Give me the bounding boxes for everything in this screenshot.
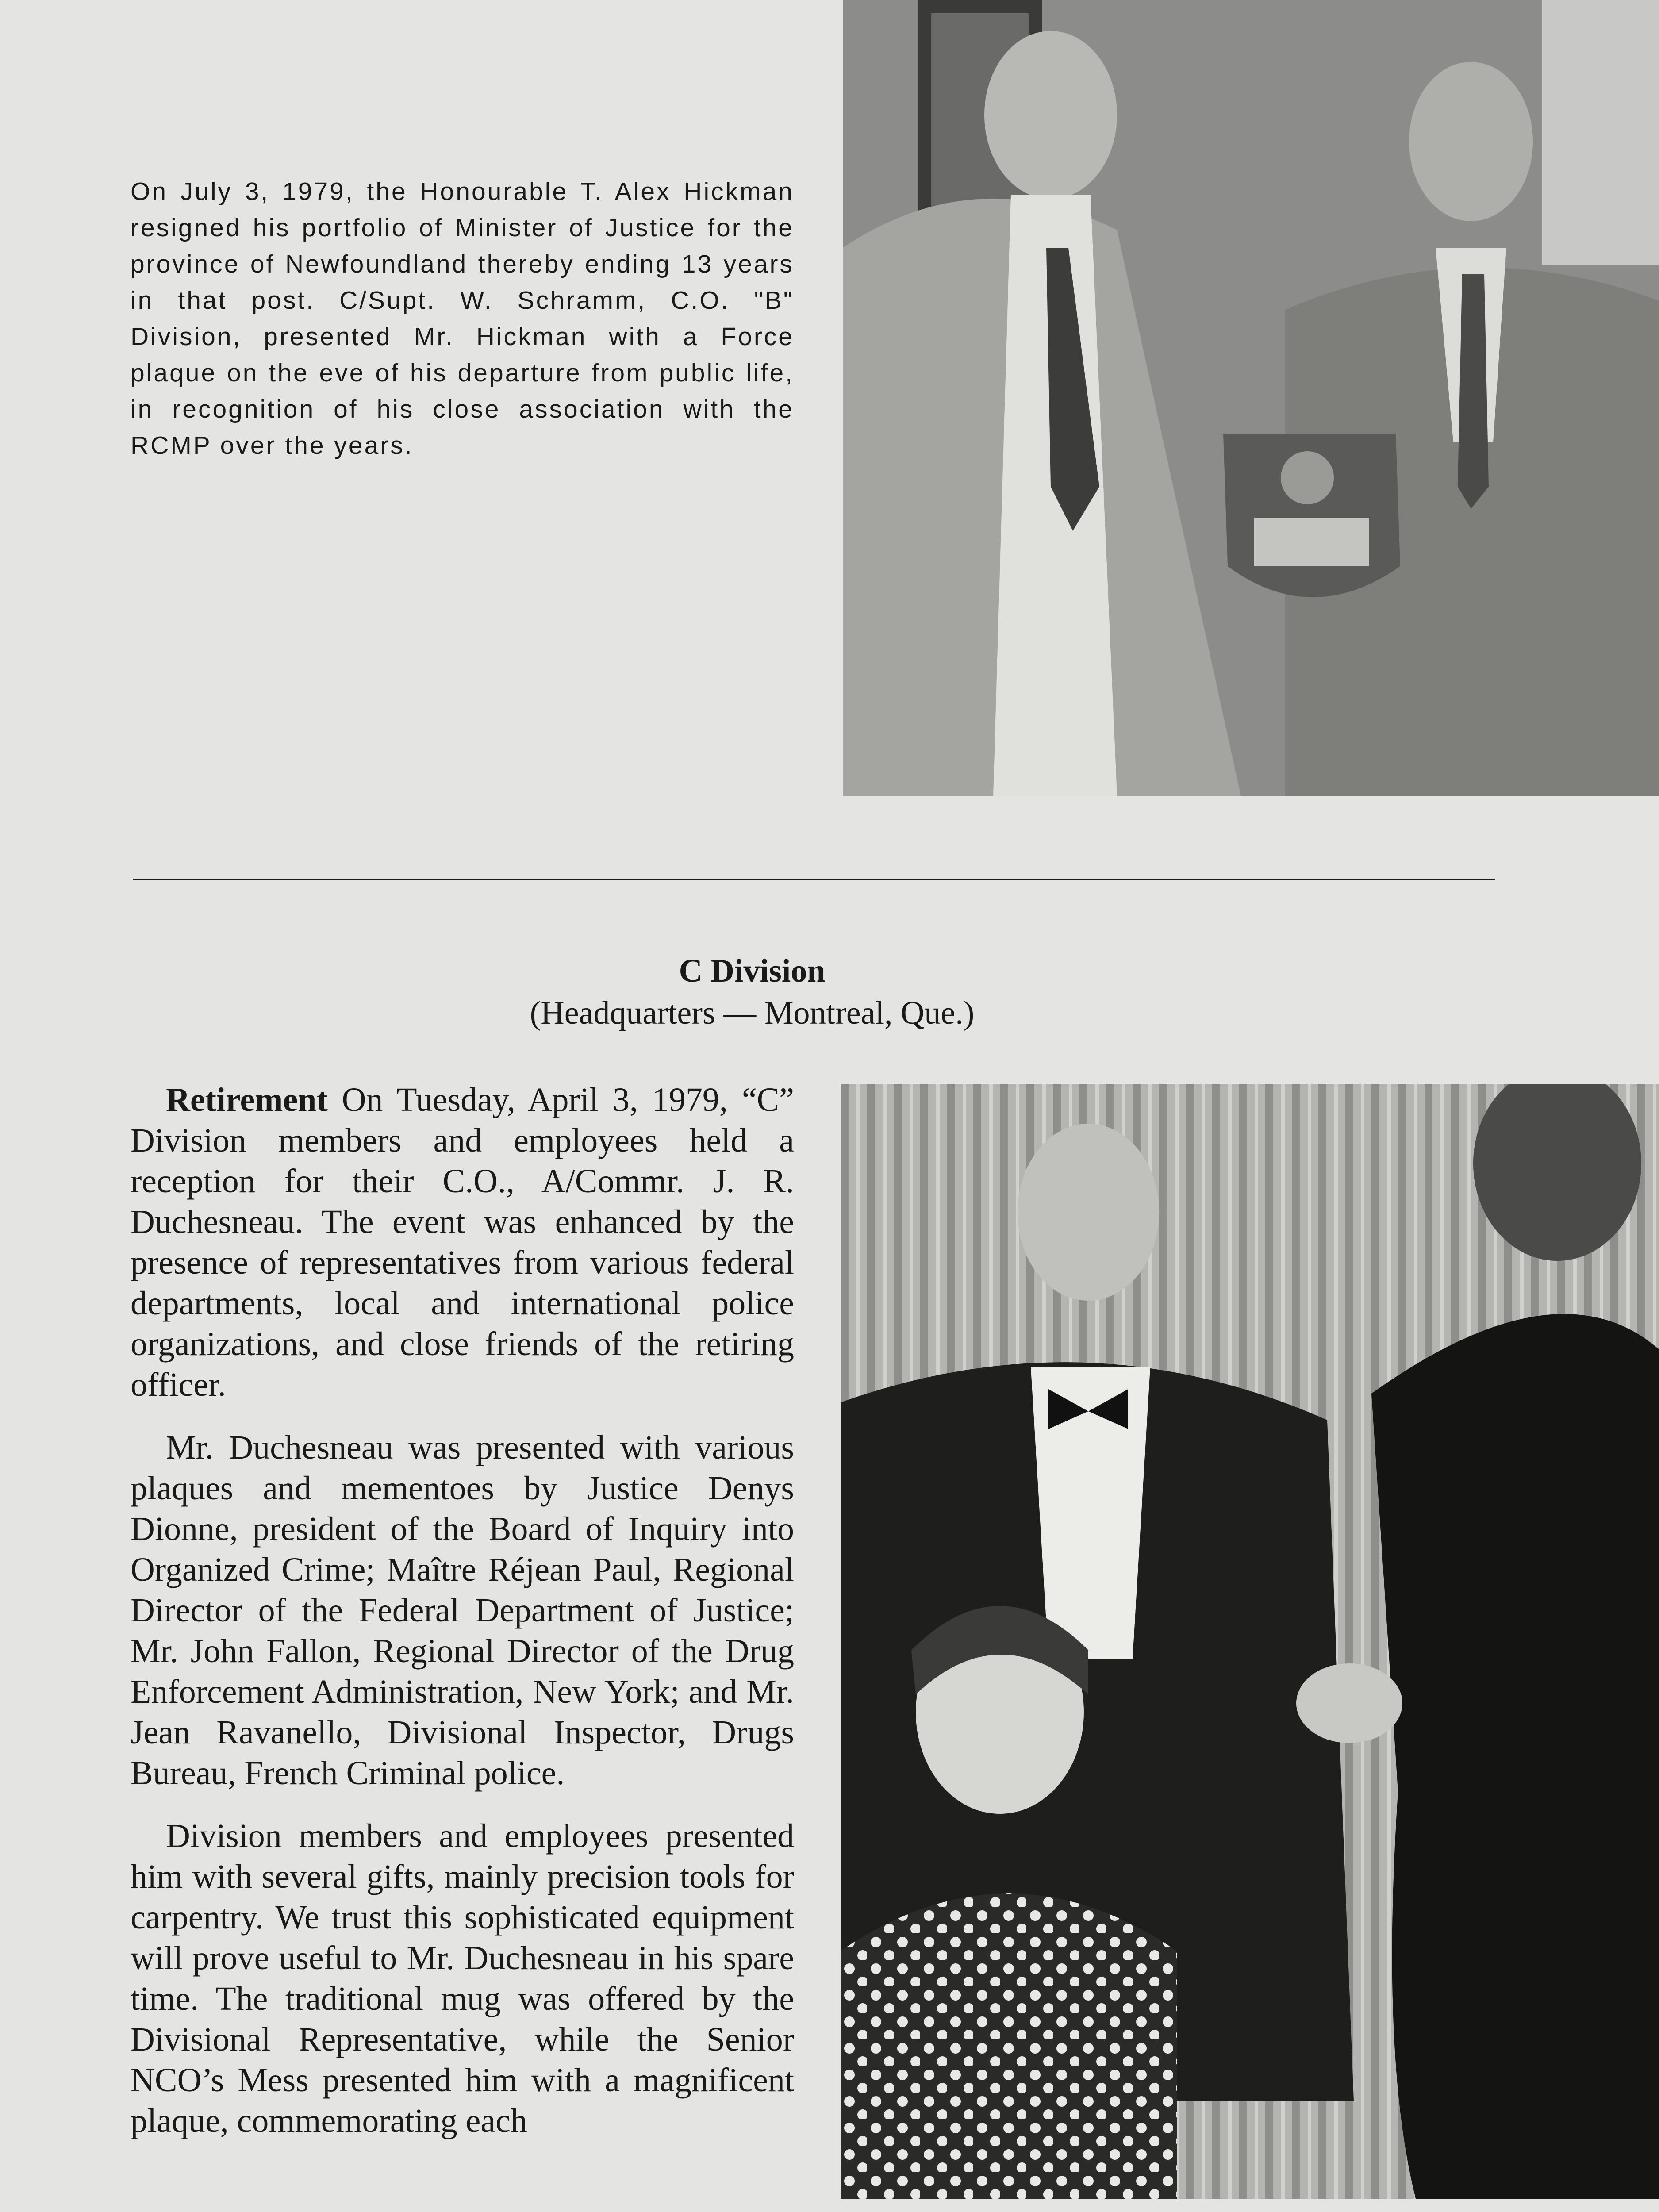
section-subtitle: (Headquarters — Montreal, Que.) [530,995,975,1031]
section-divider [133,879,1495,880]
section-title: C Division [679,953,826,989]
photo-retirement-reception [841,1084,1659,2199]
runin-heading: Retirement [166,1081,328,1118]
top-photo-caption: On July 3, 1979, the Honourable T. Alex Hickman resigned his portfolio of Minister of Justice for the province of Newfoundland thereby ending 13 years in that post. C/Supt. W. Schramm, C.O. "B" Division, presented Mr. Hickman with a Force plaque on the eve of his departure from public life, in recognition of his close association with the RCMP over the years. [131,177,794,460]
article-paragraph: Mr. Duchesneau was presented with various plaques and mementoes by Justice Denys Dionne, president of the Board of Inquiry into Organized Crime; Maître Réjean Paul, Regional Director of the Federal Department of Justice; Mr. John Fallon, Regional Director of the Drug Enforcement Administration, New York; and Mr. Jean Ravanello, Divisional Inspector, Drugs Bureau, French Criminal police. [131,1429,794,1792]
article-paragraph: Division members and employees presented him with several gifts, mainly precision tools for carpentry. We trust this sophisticated equipment will prove useful to Mr. Duchesneau in his spare time. The traditional mug was offered by the Divisional Representative, while the Senior NCO’s Mess presented him with a magnificent plaque, commemorating each [131,1817,794,2139]
article-paragraph [131,1079,794,1405]
paragraph-text: On Tuesday, April 3, 1979, “C” Division members and employees held a reception for their C.O., A/Commr. J. R. Duchesneau. The event was enhanced by the presence of representatives from various federal departments, local and international police organizations, and close friends of the retiring officer. [131,1081,794,1403]
article-body [131,1079,794,2163]
photo-plaque-presentation [843,0,1659,796]
